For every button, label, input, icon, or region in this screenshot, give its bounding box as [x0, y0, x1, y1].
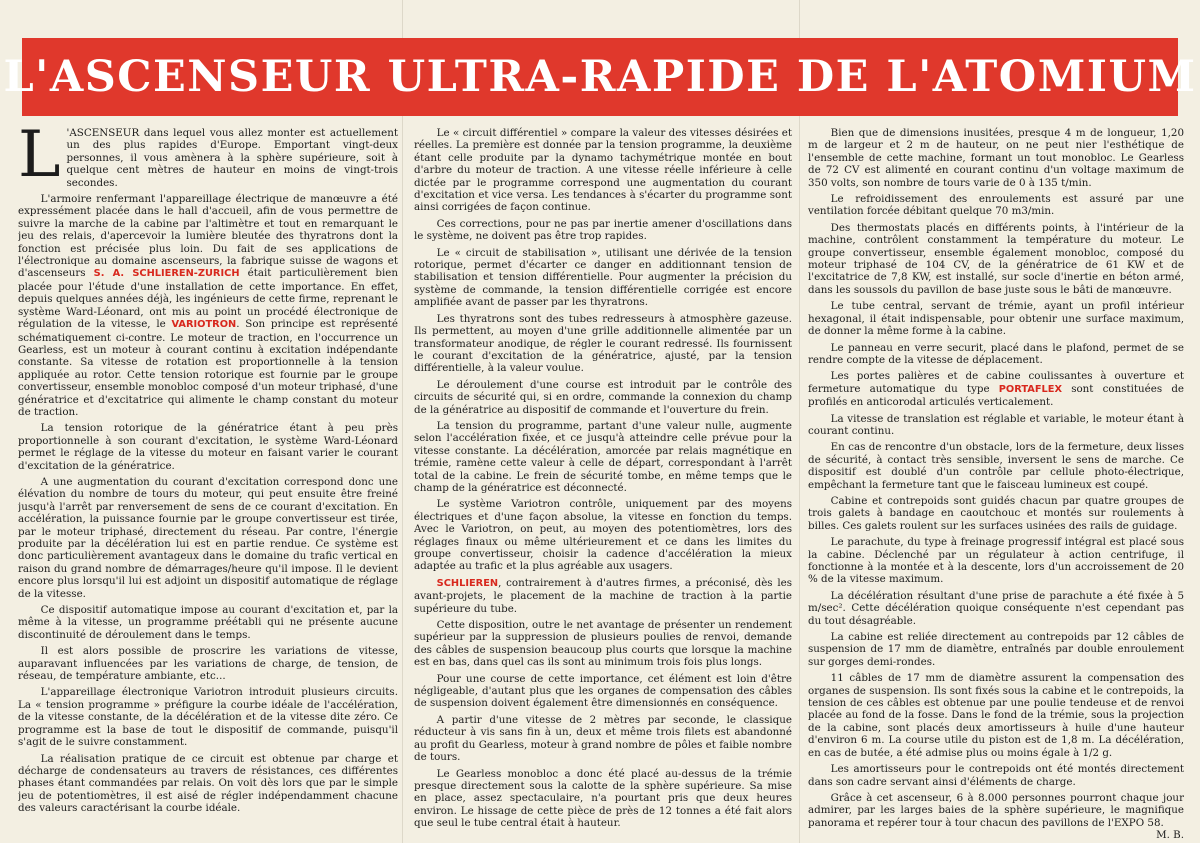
paragraph: La tension du programme, partant d'une valeur nulle, augmente selon l'accélération fixée, et ce jusqu'à atteindre celle prévue pour la vitesse constante. La décélération, amorcée par relais magnétique en trémie, ramène cette valeur à celle de départ, correspondant à l'arrêt total de la cabine. Le frein de sécurité tombe, en même temps que le champ de la génératrice est déconnecté.	[414, 419, 792, 494]
brand-portaflex: PORTAFLEX	[998, 383, 1063, 395]
paragraph: Il est alors possible de proscrire les variations de vitesse, auparavant influencées par les variations de charge, de tension, de réseau, de température ambiante, etc...	[18, 645, 398, 683]
page-title: L'ASCENSEUR ULTRA-RAPIDE DE L'ATOMIUM	[3, 52, 1197, 102]
paragraph: Les amortisseurs pour le contrepoids ont été montés directement dans son cadre servant ainsi d'éléments de charge.	[808, 763, 1184, 788]
paragraph: Cette disposition, outre le net avantage de présenter un rendement supérieur par la suppression de plusieurs poulies de renvoi, demande des câbles de suspension beaucoup plus courts que lorsque la machine est en bas, dans quel cas ils sont au minimum trois fois plus longs.	[414, 619, 792, 669]
paragraph: A partir d'une vitesse de 2 mètres par seconde, le classique réducteur à vis sans fin à un, deux et même trois filets est abandonné au profit du Gearless, moteur à grand nombre de pôles et faible nombre de tours.	[414, 713, 792, 764]
paragraph: Le déroulement d'une course est introduit par le contrôle des circuits de sécurité qui, si en ordre, commande la connexion du champ de la génératrice au dispositif de commande et l'ouverture du frein.	[414, 378, 792, 416]
paragraph: Des thermostats placés en différents points, à l'intérieur de la machine, contrôlent constamment la température du moteur. Le groupe convertisseur, ensemble également monobloc, composé du moteur triphasé de 104 CV, de la génératrice de 61 KW et de l'excitatrice de 7,8 KW, est installé, sur socle d'inertie en béton armé, dans les soussols du pavillon de base juste sous le bâti de manœuvre.	[808, 221, 1184, 296]
column-2	[414, 127, 792, 839]
paragraph: 11 câbles de 17 mm de diamètre assurent la compensation des organes de suspension. Ils sont fixés sous la cabine et le contrepoids, la tension de ces câbles est obtenue par une poulie tendeuse et de renvoi placée au fond de la fosse. Dans le fond de la trémie, sous la projection de la cabine, sont placés deux amortisseurs à huile d'une hauteur d'environ 6 m. La course utile du piston est de 1,8 m. La décélération, en cas de butée, a été admise plus ou moins égale à 1/2 g.	[808, 672, 1184, 759]
paragraph: La vitesse de translation est réglable et variable, le moteur étant à courant continu.	[808, 412, 1184, 437]
paragraph: La réalisation pratique de ce circuit est obtenue par charge et décharge de condensateurs au travers de résistances, ces différentes phases étant commandées par relais. On voit dès lors que par le simple jeu de potentiomètres, il est aisé de régler indépendamment chacune des valeurs caractérisant la courbe idéale.	[18, 752, 398, 815]
author-signature: M. B.	[1156, 829, 1184, 839]
paragraph: Le panneau en verre securit, placé dans le plafond, permet de se rendre compte de la vitesse de déplacement.	[808, 341, 1184, 366]
paragraph: La tension rotorique de la génératrice étant à peu près proportionnelle à son courant d'excitation, le système Ward-Léonard permet le réglage de la vitesse du moteur en faisant varier le courant d'excitation de la génératrice.	[18, 422, 398, 472]
paragraph: L 'ASCENSEUR dans lequel vous allez monter est actuellement un des plus rapides d'Europe. Emportant vingt-deux personnes, il vous amènera à la sphère supérieure, soit à quelque cent mètres de hauteur en moins de vingt-trois secondes.	[18, 127, 398, 192]
column-3	[808, 127, 1184, 839]
brand-schlieren: SCHLIEREN	[436, 577, 499, 589]
paragraph: Les portes palières et de cabine coulissantes à ouverture et fermeture automatique du type PORTAFLEX sont constituées de profilés en anticorodal articulés verticalement.	[808, 370, 1184, 409]
paragraph: Le « circuit différentiel » compare la valeur des vitesses désirées et réelles. La première est donnée par la tension programme, la deuxième étant celle produite par la dynamo tachymétrique montée en bout d'arbre du moteur de traction. A une vitesse réelle inférieure à celle dictée par le programme correspond une augmentation du courant d'excitation et vice versa. Les tendances à s'écarter du programme sont ainsi corrigées de façon continue.	[414, 127, 792, 214]
paragraph: La cabine est reliée directement au contrepoids par 12 câbles de suspension de 17 mm de diamètre, entraînés par double enroulement sur gorges demi-rondes.	[808, 631, 1184, 668]
brand-schlieren-zurich: S. A. SCHLIEREN-ZURICH	[93, 268, 240, 280]
column-1	[18, 127, 398, 839]
paragraph: En cas de rencontre d'un obstacle, lors de la fermeture, deux lisses de sécurité, à contact très sensible, inversent le sens de marche. Ce dispositif est doublé d'un contrôle par cellule photo-électrique, empêchant la fermeture tant que le faisceau lumineux est coupé.	[808, 441, 1184, 491]
paragraph: Le tube central, servant de trémie, ayant un profil intérieur hexagonal, il était indispensable, pour obtenir une surface maximum, de donner la même forme à la cabine.	[808, 300, 1184, 338]
paragraph: Les thyratrons sont des tubes redresseurs à atmosphère gazeuse. Ils permettent, au moyen d'une grille additionnelle alimentée par un transformateur anodique, de régler le courant redressé. Ils fournissent le courant d'excitation de la génératrice, ajusté, par la tension différentielle, à la valeur voulue.	[414, 312, 792, 375]
paragraph: Le « circuit de stabilisation », utilisant une dérivée de la tension rotorique, permet d'écarter ce danger en additionnant tension de stabilisation et tension différentielle. Pour augmenter la précision du système de commande, la tension différentielle corrigée est encore amplifiée avant de passer par les thyratrons.	[414, 246, 792, 309]
paragraph: A une augmentation du courant d'excitation correspond donc une élévation du nombre de tours du moteur, qui peut ensuite être freiné jusqu'à l'arrêt par renversement de sens de ce courant d'excitation. En accélération, la puissance fournie par le groupe convertisseur est tirée, par le moteur triphasé, directement du réseau. Par contre, l'énergie produite par la décélération lui est en partie rendue. Ce système est donc particulièrement avantageux dans le domaine du trafic vertical en raison du grand nombre de démarrages/heure qu'il impose. Il le devient encore plus lorsqu'il lui est adjoint un dispositif automatique de réglage de la vitesse.	[18, 475, 398, 600]
paragraph: L'armoire renfermant l'appareillage électrique de manœuvre a été expressément placée dans le hall d'accueil, afin de vous permettre de suivre la marche de la cabine par l'altimètre et tout en remarquant le jeu des relais, d'apercevoir la lumière bleutée des thyratrons dont la fonction est précisée plus loin. Du fait de ses applications de l'électronique au domaine ascenseurs, la fabrique suisse de wagons et d'ascenseurs S. A. SCHLIEREN-ZURICH était particulièrement bien placée pour l'étude d'une installation de cette importance. En effet, depuis quelques années déjà, les ingénieurs de cette firme, reprenant le système Ward-Léonard, ont mis au point un procédé électronique de régulation de la vitesse, le VARIOTRON. Son principe est représenté schématiquement ci-contre. Le moteur de traction, en l'occurrence un Gearless, est un moteur à courant continu à excitation indépendante constante. Sa vitesse de rotation est proportionnelle à la tension appliquée au rotor. Cette tension rotorique est fournie par le groupe convertisseur, ensemble monobloc composé d'un moteur triphasé, d'une génératrice et d'excitatrice qui alimente le champ constant du moteur de traction.	[18, 193, 398, 418]
paragraph: SCHLIEREN, contrairement à d'autres firmes, a préconisé, dès les avant-projets, le placement de la machine de traction à la partie supérieure du tube.	[414, 576, 792, 615]
paragraph: Le système Variotron contrôle, uniquement par des moyens électriques et d'une façon absolue, la vitesse en fonction du temps. Avec le Variotron, on peut, au moyen des potentiomètres, lors des réglages finaux ou même ultérieurement et ce dans les limites du groupe convertisseur, choisir la cadence d'accélération la mieux adaptée au trafic et la plus agréable aux usagers.	[414, 498, 792, 573]
paragraph: Ces corrections, pour ne pas par inertie amener d'oscillations dans le système, ne doivent pas être trop rapides.	[414, 217, 792, 243]
paragraph: La décélération résultant d'une prise de parachute a été fixée à 5 m/sec². Cette décélération quoique conséquente n'est cependant pas du tout désagréable.	[808, 589, 1184, 627]
drop-cap: L	[18, 127, 61, 192]
paragraph: Le parachute, du type à freinage progressif intégral est placé sous la cabine. Déclenché par un régulateur à action centrifuge, il fonctionne à la montée et à la descente, lors d'un accroissement de 20 % de la vitesse maximum.	[808, 536, 1184, 586]
page-fold-right	[799, 0, 800, 843]
paragraph: L'appareillage électronique Variotron introduit plusieurs circuits. La « tension programme » préfigure la courbe idéale de l'accélération, de la vitesse constante, de la décélération et de la vitesse dite zéro. Ce programme est la base de tout le dispositif de commande, puisqu'il s'agit de le suivre constamment.	[18, 686, 398, 749]
paragraph: Le refroidissement des enroulements est assuré par une ventilation forcée débitant quelque 70 m3/min.	[808, 193, 1184, 218]
paragraph: Grâce à cet ascenseur, 6 à 8.000 personnes pourront chaque jour admirer, par les larges baies de la sphère supérieure, le magnifique panorama et repérer tour à tour chacun des pavillons de l'EXPO 58. M. B.	[808, 792, 1184, 829]
paragraph: Ce dispositif automatique impose au courant d'excitation et, par la même à la vitesse, un programme préétabli qui ne présente aucune discontinuité de déroulement dans le temps.	[18, 604, 398, 641]
paragraph: Le Gearless monobloc a donc été placé au-dessus de la trémie presque directement sous la calotte de la sphère supérieure. Sa mise en place, assez spectaculaire, n'a pourtant pris que deux heures environ. Le hissage de cette pièce de près de 12 tonnes a été fait alors que seul le tube central était à hauteur.	[414, 767, 792, 830]
brand-variotron: VARIOTRON	[171, 319, 237, 331]
page-fold-left	[402, 0, 403, 843]
title-banner	[3, 38, 1197, 116]
paragraph: Cabine et contrepoids sont guidés chacun par quatre groupes de trois galets à bandage en caoutchouc et montés sur roulements à billes. Ces galets roulent sur les surfaces usinées des rails de guidage.	[808, 494, 1184, 532]
paragraph: Bien que de dimensions inusitées, presque 4 m de longueur, 1,20 m de largeur et 2 m de hauteur, on ne peut nier l'esthétique de l'ensemble de cette machine, formant un tout monobloc. Le Gearless de 72 CV est alimenté en courant continu d'un voltage maximum de 350 volts, son nombre de tours varie de 0 à 135 t/min.	[808, 127, 1184, 189]
paragraph: Pour une course de cette importance, cet élément est loin d'être négligeable, d'autant plus que les organes de compensation des câbles de suspension doivent également être dimensionnés en conséquence.	[414, 672, 792, 710]
